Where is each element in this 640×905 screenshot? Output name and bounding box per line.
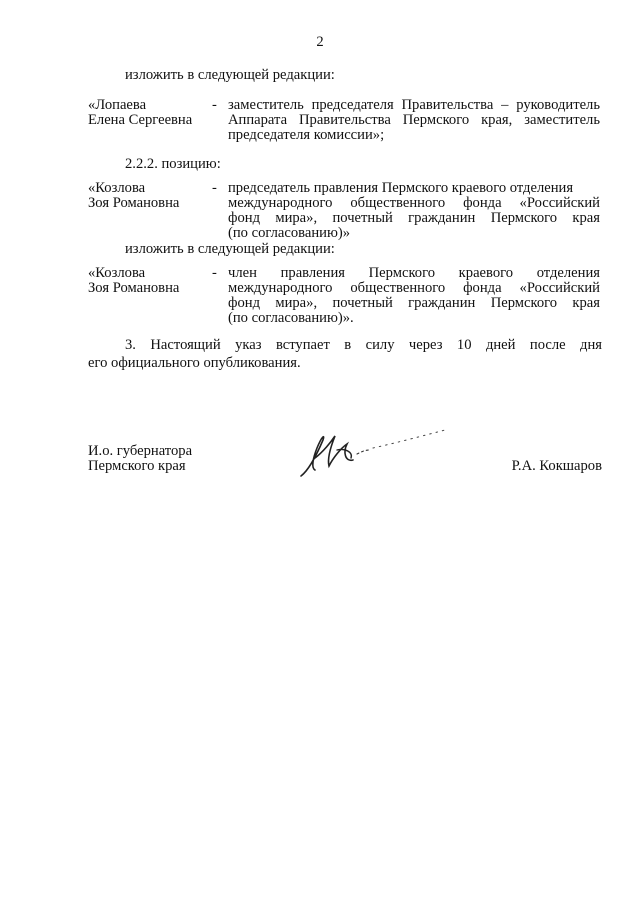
page-number: 2 [316,34,324,50]
handwritten-signature [295,418,455,490]
entry-1-name [88,98,218,128]
signatory-title-line-1: И.о. губернатора [88,443,193,459]
entry-3-given-names: Зоя Романовна [88,280,180,296]
entry-1-surname: «Лопаева [88,97,147,113]
entry-3-surname: «Козлова [88,265,146,281]
entry-1-desc-line: заместитель председателя Правительства – руководитель [228,97,600,113]
clause-3-line-1: 3. Настоящий указ вступает в силу через 10 дней после дня [125,337,602,353]
entry-2-dash: - [212,180,217,196]
entry-2-given-names: Зоя Романовна [88,195,180,211]
entry-2-desc-line: международного общественного фонда «Российский [228,195,600,211]
item-2-2-2: 2.2.2. позицию: [125,156,221,172]
entry-1-given-names: Елена Сергеевна [88,112,193,128]
entry-2-desc-line: председатель правления Пермского краевого отделения [228,180,574,196]
clause-3-line-2: его официального опубликования. [88,355,301,371]
entry-3-name [88,266,218,296]
entry-3-dash: - [212,265,217,281]
signatory-title-line-2: Пермского края [88,458,186,474]
entry-2-desc-line: (по согласованию)» [228,225,351,241]
entry-1-desc-line: председателя комиссии»; [228,127,385,143]
signatory-title [88,444,192,474]
entry-3-desc-line: международного общественного фонда «Российский [228,280,600,296]
entry-1-description [228,98,600,143]
intro-text-1: изложить в следующей редакции: [125,67,335,83]
signatory-name: Р.А. Кокшаров [511,458,602,474]
entry-1-dash: - [212,97,217,113]
entry-2-description [228,181,600,241]
entry-3-desc-line: член правления Пермского краевого отделения [228,265,600,281]
entry-2-surname: «Козлова [88,180,146,196]
entry-3-desc-line: (по согласованию)». [228,310,354,326]
entry-3-desc-line: фонд мира», почетный гражданин Пермского края [228,295,600,311]
entry-2-desc-line: фонд мира», почетный гражданин Пермского края [228,210,600,226]
entry-1-desc-line: Аппарата Правительства Пермского края, заместитель [228,112,600,128]
entry-2-name [88,181,218,211]
intro-text-2: изложить в следующей редакции: [125,241,335,257]
entry-3-description [228,266,600,326]
